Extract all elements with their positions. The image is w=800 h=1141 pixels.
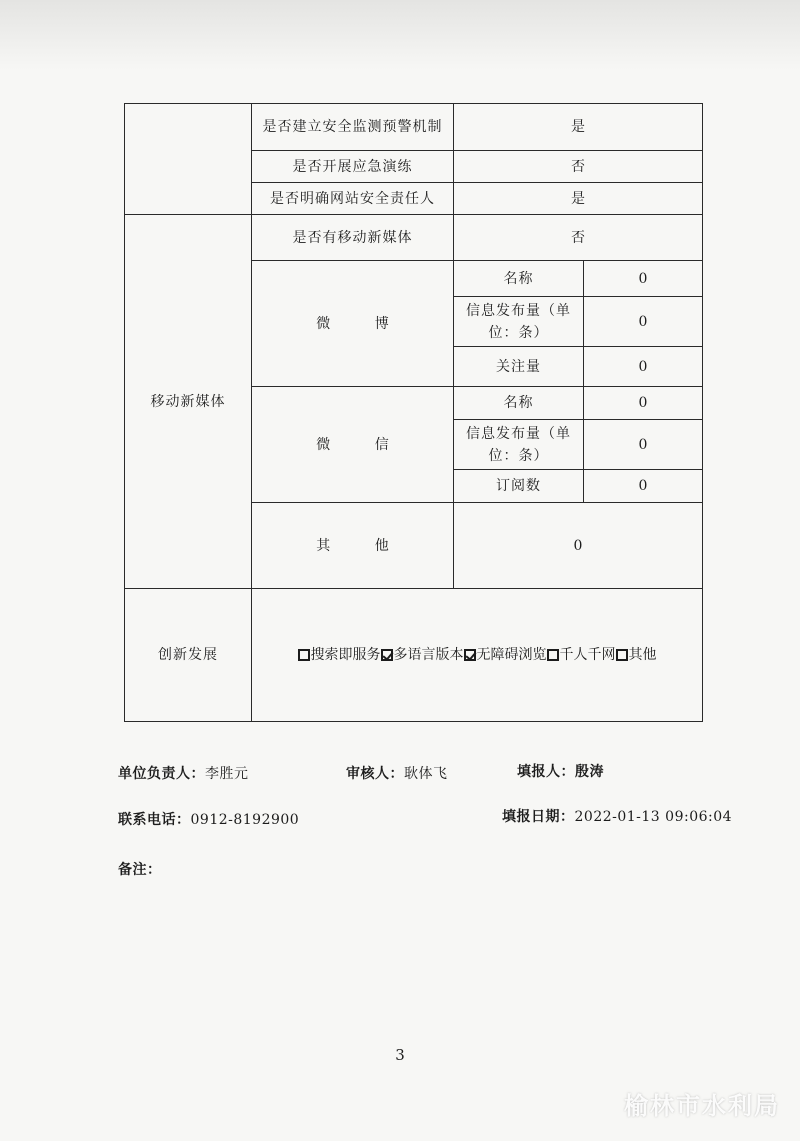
weibo-follow-label: 关注量 bbox=[454, 347, 584, 387]
wechat-name-value: 0 bbox=[584, 387, 703, 420]
filler-label: 填报人： bbox=[517, 764, 575, 780]
table-row bbox=[125, 104, 703, 151]
row-label-responsible: 是否明确网站安全责任人 bbox=[252, 183, 454, 215]
weibo-label: 微 博 bbox=[252, 261, 454, 387]
report-table bbox=[124, 103, 703, 722]
filler-name: 殷涛 bbox=[575, 764, 604, 780]
checkbox-icon[interactable] bbox=[464, 649, 476, 661]
phone-line bbox=[118, 809, 299, 829]
checkbox-icon[interactable] bbox=[616, 649, 628, 661]
wechat-posts-label: 信息发布量（单位：条） bbox=[454, 420, 584, 470]
wechat-subs-label: 订阅数 bbox=[454, 470, 584, 503]
wechat-name-label: 名称 bbox=[454, 387, 584, 420]
checkbox-label: 无障碍浏览 bbox=[476, 647, 547, 663]
scan-shadow bbox=[0, 0, 800, 70]
innovation-options bbox=[252, 589, 703, 722]
section-cell-security bbox=[125, 104, 252, 215]
row-label-warning: 是否建立安全监测预警机制 bbox=[252, 104, 454, 151]
reviewer-name: 耿体飞 bbox=[404, 766, 448, 782]
phone-label: 联系电话： bbox=[118, 812, 191, 828]
row-label-has-mobile: 是否有移动新媒体 bbox=[252, 215, 454, 261]
row-value-drill: 否 bbox=[454, 151, 703, 183]
wechat-posts-value: 0 bbox=[584, 420, 703, 470]
weibo-name-label: 名称 bbox=[454, 261, 584, 297]
row-value-has-mobile: 否 bbox=[454, 215, 703, 261]
checkbox-label: 千人千网 bbox=[559, 647, 616, 663]
watermark-logo: 榆林市水利局 bbox=[624, 1092, 780, 1120]
leader-label: 单位负责人： bbox=[118, 766, 205, 782]
note-label: 备注： bbox=[118, 862, 162, 878]
reviewer-label: 审核人： bbox=[346, 766, 404, 782]
date-value: 2022-01-13 09:06:04 bbox=[574, 809, 733, 825]
weibo-posts-label: 信息发布量（单位：条） bbox=[454, 297, 584, 347]
date-label: 填报日期： bbox=[502, 809, 575, 825]
row-value-warning: 是 bbox=[454, 104, 703, 151]
filler-line bbox=[517, 761, 604, 781]
weibo-follow-value: 0 bbox=[584, 347, 703, 387]
checkbox-icon[interactable] bbox=[381, 649, 393, 661]
weibo-posts-value: 0 bbox=[584, 297, 703, 347]
page-number: 3 bbox=[395, 1046, 405, 1064]
leader-name: 李胜元 bbox=[205, 766, 249, 782]
checkbox-icon[interactable] bbox=[298, 649, 310, 661]
checkbox-label: 其他 bbox=[628, 647, 657, 663]
leader-line bbox=[118, 763, 249, 783]
phone-number: 0912-8192900 bbox=[190, 812, 300, 828]
wechat-label: 微 信 bbox=[252, 387, 454, 503]
section-label-mobile: 移动新媒体 bbox=[125, 215, 252, 589]
wechat-subs-value: 0 bbox=[584, 470, 703, 503]
row-label-drill: 是否开展应急演练 bbox=[252, 151, 454, 183]
row-value-responsible: 是 bbox=[454, 183, 703, 215]
checkbox-label: 搜索即服务 bbox=[310, 647, 381, 663]
other-value: 0 bbox=[454, 503, 703, 589]
section-label-innovation: 创新发展 bbox=[125, 589, 252, 722]
reviewer-line bbox=[346, 763, 448, 783]
table-row bbox=[125, 215, 703, 261]
weibo-name-value: 0 bbox=[584, 261, 703, 297]
other-label: 其 他 bbox=[252, 503, 454, 589]
table-row bbox=[125, 589, 703, 722]
checkbox-icon[interactable] bbox=[547, 649, 559, 661]
checkbox-label: 多语言版本 bbox=[393, 647, 464, 663]
date-line bbox=[502, 806, 732, 826]
note-line bbox=[118, 859, 162, 879]
